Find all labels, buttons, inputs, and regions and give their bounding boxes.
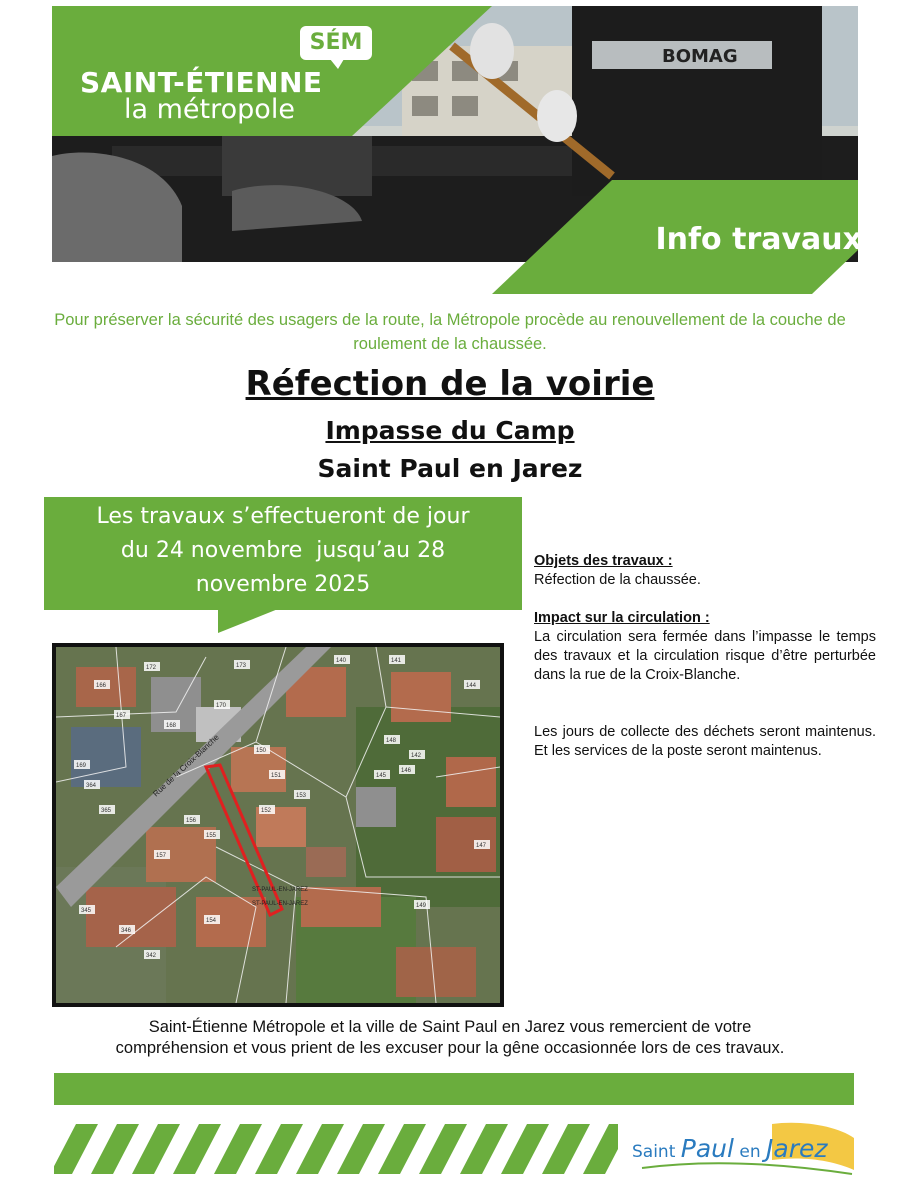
metropole-logo-city: SAINT-ÉTIENNE	[80, 66, 323, 99]
impact-heading: Impact sur la circulation :	[534, 610, 710, 626]
logo-word-saint: Saint	[632, 1142, 676, 1162]
hazard-stripe	[583, 1124, 618, 1174]
parcel-number: 167	[116, 713, 127, 719]
hazard-stripe	[501, 1124, 549, 1174]
dates-callout	[44, 497, 522, 610]
thanks-line-1: Saint-Étienne Métropole et la ville de Saint Paul en Jarez vous remercient de votre	[148, 1018, 752, 1036]
parcel-number: 144	[466, 683, 477, 689]
hazard-stripe	[54, 1124, 98, 1174]
parcel-number: 154	[206, 918, 217, 924]
page-title: Réfection de la voirie	[245, 364, 655, 404]
hazard-stripe	[542, 1124, 590, 1174]
aerial-map	[56, 647, 500, 1003]
thanks-line-2: compréhension et vous prient de les excuser pour la gêne occasionnée lors de ces travaux.	[115, 1039, 785, 1057]
parcel-number: 342	[146, 953, 157, 959]
hazard-stripe	[173, 1124, 221, 1174]
logo-word-paul: Paul	[680, 1134, 734, 1163]
hazard-stripe	[296, 1124, 344, 1174]
hazard-stripe	[460, 1124, 508, 1174]
callout-tail	[218, 609, 278, 633]
metropole-logo-subtitle: la métropole	[124, 94, 295, 125]
hazard-stripe	[255, 1124, 303, 1174]
roller-brand-text: BOMAG	[662, 46, 738, 67]
services-text: Les jours de collecte des déchets seront maintenus. Et les services de la poste seront maintenus.	[534, 724, 876, 759]
hazard-stripe	[132, 1124, 180, 1174]
hazard-stripe	[419, 1124, 467, 1174]
parcel-number: 151	[271, 773, 282, 779]
hazard-stripe	[378, 1124, 426, 1174]
parcel-number: 168	[166, 723, 177, 729]
commune-name: Saint Paul en Jarez	[317, 454, 583, 483]
parcel-number: 149	[416, 903, 427, 909]
parcel-number: 152	[261, 808, 272, 814]
parcel-number: 140	[336, 658, 347, 664]
green-footer-bar	[54, 1073, 854, 1105]
parcel-number: 145	[376, 773, 387, 779]
parcel-number: 153	[296, 793, 307, 799]
thanks-text	[30, 1017, 870, 1059]
parcel-number: 170	[216, 703, 227, 709]
parcel-number: 147	[476, 843, 487, 849]
hazard-stripe	[337, 1124, 385, 1174]
parcel-number: 142	[411, 753, 422, 759]
parcel-number: 156	[186, 818, 197, 824]
parcel-number: 169	[76, 763, 87, 769]
parcel-number: 172	[146, 665, 157, 671]
street-name: Impasse du Camp	[325, 416, 575, 445]
works-details	[534, 552, 876, 761]
worksite-label-1: ST-PAUL-EN-JAREZ	[252, 887, 308, 893]
object-heading: Objets des travaux :	[534, 553, 673, 569]
hazard-stripes	[54, 1124, 618, 1174]
hazard-stripe	[214, 1124, 262, 1174]
dates-line-2: du 24 novembre jusqu’au 28	[120, 538, 446, 563]
sem-badge: SÉM	[300, 26, 372, 60]
street-label: Rue de la Croix-Blanche	[151, 732, 221, 799]
parcel-number: 146	[401, 768, 412, 774]
parcel-number: 141	[391, 658, 402, 664]
dates-line-3: novembre 2025	[195, 572, 371, 597]
parcel-number: 166	[96, 683, 107, 689]
logo-word-en: en	[739, 1142, 761, 1162]
hazard-stripe	[91, 1124, 139, 1174]
parcel-number: 346	[121, 928, 132, 934]
info-travaux-label: Info travaux	[655, 222, 862, 257]
dates-line-1: Les travaux s’effectueront de jour	[96, 504, 470, 529]
worksite-label-2: ST-PAUL-EN-JAREZ	[252, 901, 308, 907]
parcel-number: 173	[236, 663, 247, 669]
parcel-number: 150	[256, 748, 267, 754]
parcel-number: 365	[101, 808, 112, 814]
logo-word-jarez: Jarez	[766, 1134, 828, 1163]
parcel-number: 148	[386, 738, 397, 744]
parcel-number: 157	[156, 853, 167, 859]
worksite-map	[52, 643, 504, 1007]
intro-text: Pour préserver la sécurité des usagers de la route, la Métropole procède au renouvellement de la couche de roulement de la chaussée.	[54, 311, 846, 353]
parcel-number: 364	[86, 783, 97, 789]
impact-text: La circulation sera fermée dans l’impasse le temps des travaux et la circulation risque d’être perturbée dans la rue de la Croix-Blanche.	[534, 629, 876, 683]
saint-paul-logo	[632, 1134, 828, 1163]
parcel-number: 345	[81, 908, 92, 914]
parcel-number: 155	[206, 833, 217, 839]
object-text: Réfection de la chaussée.	[534, 572, 701, 588]
